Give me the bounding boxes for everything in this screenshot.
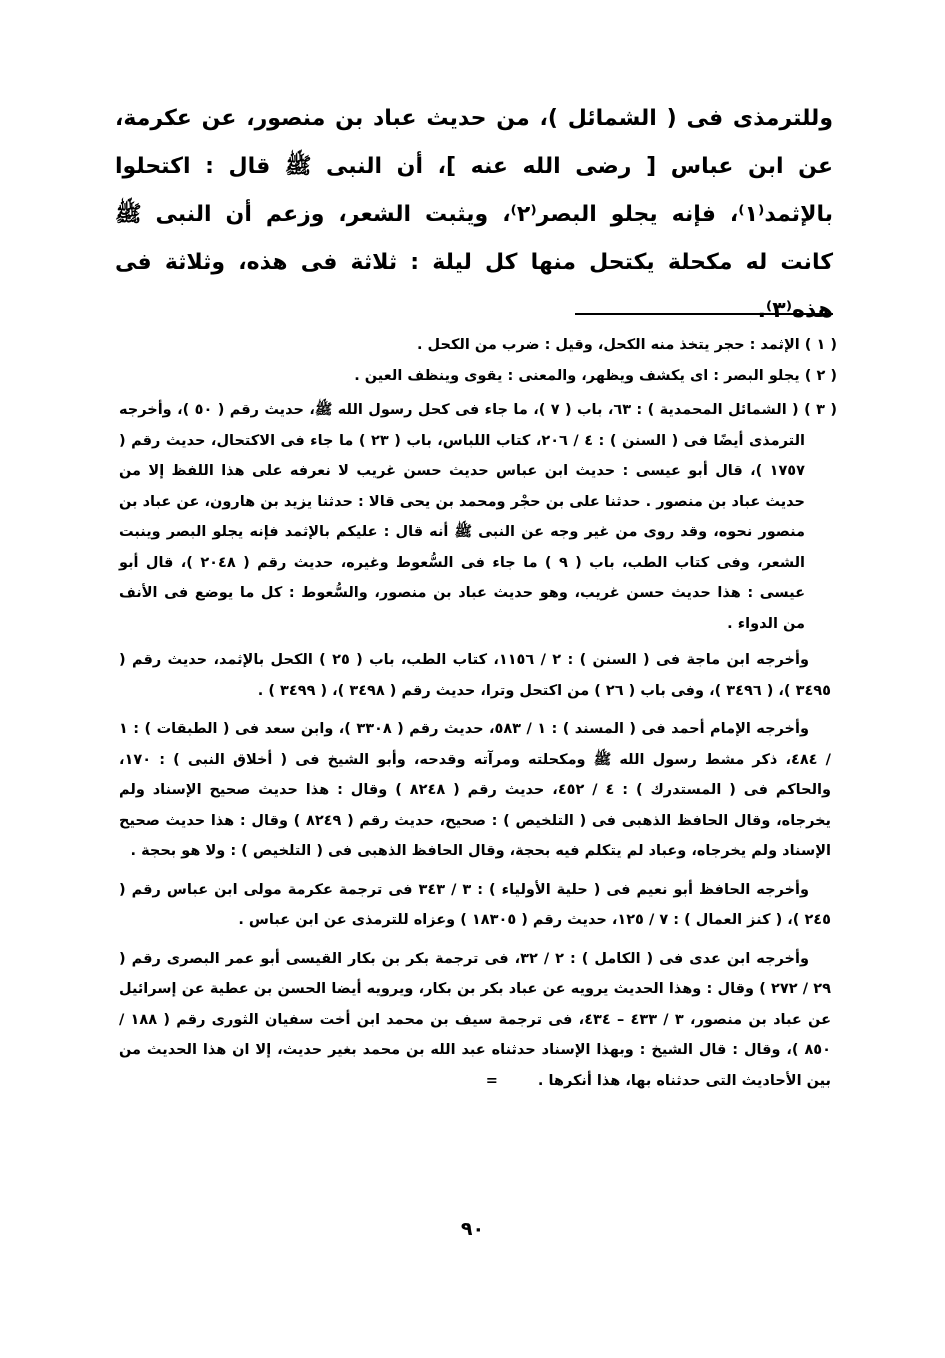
continuation-mark: =: [485, 1072, 498, 1089]
footnote-2: ( ٢ ) يجلو البصر : اى يكشف ويظهر، والمعنى : يقوى وينظف العين .: [354, 367, 837, 384]
footnote-separator: [575, 313, 833, 315]
footnote-3-abu-nuaim: وأخرجه الحافظ أبو نعيم فى ( حلية الأولياء ) : ٣ / ٣٤٣ فى ترجمة عكرمة مولى ابن عباس رقم ( ٢٤٥ )، ( كنز العمال ) : ٧ / ١٢٥، حديث رقم ( ١٨٣٠٥ ) وعزاه للترمذى عن ابن عباس .: [119, 881, 831, 928]
main-text-block: [115, 95, 833, 335]
page-number: ٩٠: [460, 1218, 485, 1240]
footnote-3: ( ٣ ) ( الشمائل المحمدية ) : ٦٣، باب ( ٧ )، ما جاء فى كحل رسول الله ﷺ، حديث رقم ( ٥٠ )، وأخرجه الترمذى أيضًا فى ( السنن ) : ٤ / ٢٠٦، كتاب اللباس، باب ( ٢٣ ) ما جاء فى الاكتحال، حديث رقم ( ١٧٥٧ )، قال أبو عيسى : حديث ابن عباس حديث حسن غريب لا نعرفه على هذا اللفظ إلا من حديث عباد بن منصور . حدثنا على بن حجْر ومحمد بن يحى قالا : حدثنا يزيد بن هارون، عن عباد بن منصور نحوه، وقد روى من غير وجه عن النبى ﷺ أنه قال : عليكم بالإثمد فإنه يجلو البصر وينبت الشعر، وفى كتاب الطب، باب ( ٩ ) ما جاء فى السُّعوط وغيره، حديث رقم ( ٢٠٤٨ )، قال أبو عيسى : هذا حديث حسن غريب، وهو حديث عباد بن منصور، والسُّعوط : كل ما يوضع فى الأنف من الدواء .: [119, 402, 837, 632]
footnote-3-ibn-adi-text: وأخرجه ابن عدى فى ( الكامل ) : ٢ / ٣٢، فى ترجمة بكر بن بكار القيسى أبو عمر البصرى رقم ( ٢٩ / ٢٧٢ ) وقال : وهذا الحديث يرويه عن عباد بكر بن بكار، ويرويه أيضا الحسن بن عطية عن إسرائيل عن عباد بن منصور، ٣ / ٤٣٣ – ٤٣٤، فى ترجمة سيف بن محمد ابن أخت سفيان الثورى رقم ( ١٨٨ / ٨٥٠ )، وقال : قال الشيخ : وبهذا الإسناد حدثناه عبد الله بن محمد بغير حديث، إلا ان هذا الحديث من بين الأحاديث التى حدثناه بها، هذا أنكرها .: [119, 950, 831, 1089]
footnote-1: ( ١ ) الإثمد : حجر يتخذ منه الكحل، وقيل : ضرب من الكحل .: [417, 337, 837, 353]
footnotes-section: [119, 330, 837, 1096]
footnote-3-ibn-adi: [119, 944, 837, 1097]
footnote-3-ahmad: وأخرجه الإمام أحمد فى ( المسند ) : ١ / ٥٨٣، حديث رقم ( ٣٣٠٨ )، وابن سعد فى ( الطبقات ) : ١ / ٤٨٤، ذكر مشط رسول الله ﷺ ومكحلته ومرآته وقدحه، وأبو الشيخ فى ( أخلاق النبى ) : ١٧٠، والحاكم فى ( المستدرك ) : ٤ / ٤٥٢، حديث رقم ( ٨٢٤٨ ) وقال : هذا حديث صحيح الإسناد ولم يخرجاه، وقال الحافظ الذهبى فى ( التلخيص ) : صحيح، حديث رقم ( ٨٢٤٩ ) وقال : هذا حديث صحيح الإسناد ولم يخرجاه، وعباد لم يتكلم فيه بحجة، وقال الحافظ الذهبى فى ( التلخيص ) : ولا هو بحجة .: [119, 721, 832, 859]
footnote-3-ibn-majah: وأخرجه ابن ماجة فى ( السنن ) : ٢ / ١١٥٦، كتاب الطب، باب ( ٢٥ ) الكحل بالإثمد، حديث رقم ( ٣٤٩٥ )، ( ٣٤٩٦ )، وفى باب ( ٢٦ ) من اكتحل وترا، حديث رقم ( ٣٤٩٨ )، ( ٣٤٩٩ ) .: [119, 652, 831, 699]
main-paragraph: وللترمذى فى ( الشمائل )، من حديث عباد بن منصور، عن عكرمة، عن ابن عباس [ رضى الله عنه ]، أن النبى ﷺ قال : اكتحلوا بالإثمد⁽١⁾، فإنه يجلو البصر⁽٢⁾، ويثبت الشعر، وزعم أن النبى ﷺ كانت له مكحلة يكتحل منها كل ليلة : ثلاثة فى هذه، وثلاثة فى هذه⁽٣⁾.: [115, 106, 833, 323]
